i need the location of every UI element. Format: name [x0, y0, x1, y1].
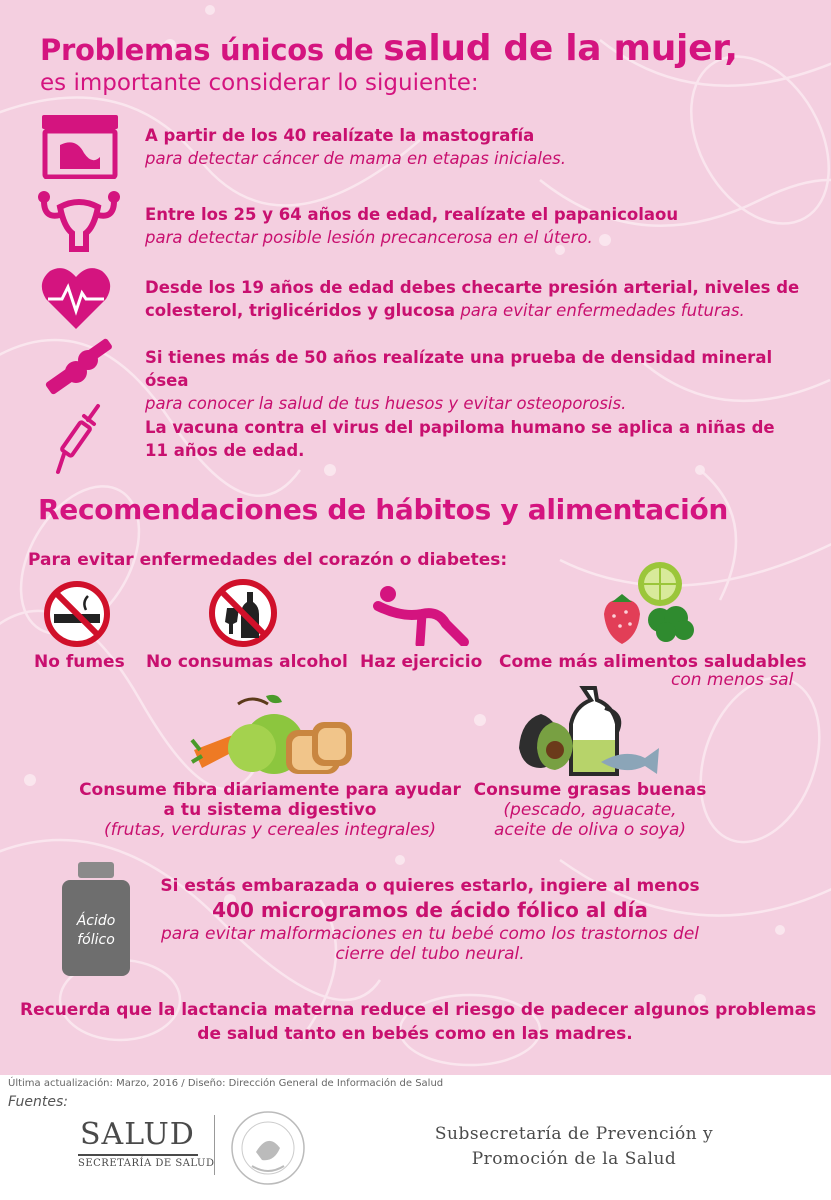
tip-bold-text: Entre los 25 y 64 años de edad, realízate el papanicolaou — [145, 205, 679, 224]
folic-note: para evitar malformaciones en tu bebé como los trastornos del — [160, 924, 700, 944]
tip-mammogram — [145, 124, 805, 170]
folic-highlight: 400 microgramos de ácido fólico al día — [212, 898, 648, 922]
update-note: Última actualización: Marzo, 2016 / Diseño: Dirección General de Información de Salud — [8, 1078, 444, 1089]
subsecretaria-logo — [404, 1122, 744, 1172]
bottle-label-line: Ácido — [76, 913, 116, 929]
fiber-note: (frutas, verduras y cereales integrales) — [104, 820, 436, 840]
secretaria-logo: SECRETARÍA DE SALUD — [78, 1158, 215, 1169]
lactation-line: de salud tanto en bebés como en las madres. — [197, 1024, 633, 1044]
folic-note: cierre del tubo neural. — [335, 944, 525, 964]
no-smoking-label: No fumes — [34, 652, 125, 672]
fats-label — [470, 780, 710, 840]
healthy-food-note: con menos sal — [671, 670, 794, 690]
lactation-line: Recuerda que la lactancia materna reduce el riesgo de padecer algunos problemas — [20, 1000, 817, 1020]
fiber-label — [60, 780, 480, 840]
tip-bold-text: 11 años de edad. — [145, 441, 305, 460]
fats-line: Consume grasas buenas — [473, 780, 707, 800]
fiber-line: a tu sistema digestivo — [163, 800, 377, 820]
tip-blood-pressure — [145, 276, 805, 322]
logo-rule — [78, 1154, 198, 1156]
folic-acid-bottle-icon — [62, 862, 130, 976]
tip-bold-text: A partir de los 40 realízate la mastografía — [145, 126, 535, 145]
mexico-seal-icon — [226, 1108, 310, 1188]
bottle-label — [62, 912, 130, 950]
fats-note: (pescado, aguacate, — [503, 800, 677, 820]
tip-italic-text: para detectar posible lesión precancerosa en el útero. — [145, 228, 593, 247]
exercise-label: Haz ejercicio — [360, 652, 483, 672]
mammogram-icon — [38, 113, 122, 179]
heart-pulse-icon — [40, 265, 112, 331]
tip-pap — [145, 203, 805, 249]
tip-bold-text: colesterol, triglicéridos y glucosa — [145, 301, 456, 320]
folic-acid-text — [140, 876, 720, 964]
healthy-food-label: Come más alimentos saludables — [499, 652, 807, 672]
page-title: Problemas únicos de salud de la mujer, — [40, 28, 738, 69]
footer-divider — [214, 1115, 215, 1175]
fats-note: aceite de oliva o soya) — [493, 820, 687, 840]
tip-vaccine — [145, 416, 805, 462]
tip-italic-text: para evitar enfermedades futuras. — [460, 301, 745, 320]
subsecretaria-line: Promoción de la Salud — [471, 1149, 677, 1169]
fiber-line: Consume fibra diariamente para ayudar — [79, 780, 461, 800]
lactation-text — [20, 998, 817, 1046]
tip-bone-density — [145, 346, 805, 415]
exercise-icon — [372, 584, 470, 646]
no-alcohol-label: No consumas alcohol — [146, 652, 348, 672]
salud-logo: SALUD — [80, 1117, 195, 1152]
habits-intro: Para evitar enfermedades del corazón o diabetes: — [28, 550, 508, 570]
sources-label: Fuentes: — [8, 1094, 68, 1110]
tip-bold-text: La vacuna contra el virus del papiloma humano se aplica a niñas de — [145, 418, 775, 437]
page-subtitle: es importante considerar lo siguiente: — [40, 70, 479, 96]
no-smoking-icon — [40, 580, 114, 648]
no-alcohol-icon — [205, 578, 281, 648]
bottle-label-line: fólico — [77, 932, 115, 948]
tip-bold-text: Si tienes más de 50 años realízate una prueba de densidad mineral ósea — [145, 348, 773, 390]
habits-title: Recomendaciones de hábitos y alimentación — [38, 493, 729, 526]
tip-italic-text: para detectar cáncer de mama en etapas iniciales. — [145, 149, 567, 168]
subsecretaria-line: Subsecretaría de Prevención y — [434, 1124, 714, 1144]
bone-joint-icon — [42, 338, 114, 400]
uterus-icon — [36, 187, 122, 257]
fiber-food-icon — [190, 692, 356, 780]
tip-italic-text: para conocer la salud de tus huesos y evitar osteoporosis. — [145, 394, 627, 413]
good-fats-icon — [513, 684, 663, 780]
tip-bold-text: Desde los 19 años de edad debes checarte presión arterial, niveles de — [145, 278, 800, 297]
syringe-icon — [54, 402, 104, 476]
folic-line: Si estás embarazada o quieres estarlo, ingiere al menos — [160, 876, 700, 896]
healthy-food-icon — [598, 560, 698, 648]
